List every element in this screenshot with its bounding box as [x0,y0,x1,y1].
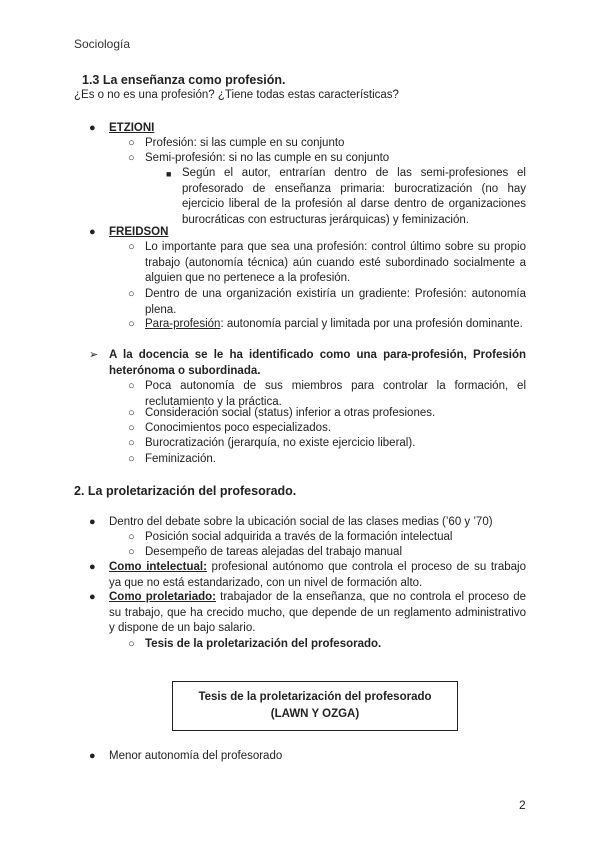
intelectual-term: Como intelectual: [109,561,207,573]
section-1-heading: 1.3 La enseñanza como profesión. [82,73,286,87]
freidson-item: Lo importante para que sea una profesión: control último sobre su propio trabajo (autonomía técnica) aún cuando esté subordinado socialmente a alguien que no pertenece a la profesión. [145,241,526,284]
etzioni-heading: ETZIONI [109,122,155,134]
circle-bullet-icon: ○ [128,152,135,164]
page-number: 2 [519,798,526,812]
freidson-item [145,317,526,333]
bullet-icon: ● [89,226,96,238]
bullet-icon: ● [89,750,96,762]
bullet-icon: ● [89,516,96,528]
para-profesion-term: Para-profesión [145,318,221,330]
circle-bullet-icon: ○ [128,380,135,392]
bullet-icon: ● [89,122,96,134]
proletariado-item [109,590,526,637]
tesis-box-title: Tesis de la proletarización del profesorado [198,691,432,703]
debate-subitem: Posición social adquirida a través de la formación intelectual [145,531,453,543]
circle-bullet-icon: ○ [128,288,135,300]
tesis-box [172,681,458,731]
circle-bullet-icon: ○ [128,437,135,449]
proletariado-term: Como proletariado: [109,591,217,603]
arrow-bullet-icon: ➢ [89,349,99,361]
autonomia-item: Menor autonomía del profesorado [109,750,283,762]
freidson-heading: FREIDSON [109,226,169,238]
circle-bullet-icon: ○ [128,137,135,149]
arrow-item: Feminización. [145,453,216,465]
intelectual-text: profesional autónomo que controla el proceso de su trabajo ya que no está estandarizado, con un nivel de formación alto. [109,561,527,589]
debate-subitem: Desempeño de tareas alejadas del trabajo manual [145,546,402,558]
arrow-item: Burocratización (jerarquía, no existe ejercicio liberal). [145,437,416,449]
section-1-question: ¿Es o no es una profesión? ¿Tiene todas estas características? [74,89,399,101]
freidson-item: Dentro de una organización existiría un gradiente: Profesión: autonomía plena. [145,288,526,316]
intelectual-item [109,560,526,591]
circle-bullet-icon: ○ [128,241,135,253]
bullet-icon: ● [89,591,96,603]
arrow-item: Conocimientos poco especializados. [145,422,332,434]
section-2-heading: 2. La proletarización del profesorado. [74,484,297,498]
arrow-item: Consideración social (status) inferior a otras profesiones. [145,407,436,419]
tesis-box-authors: (LAWN Y OZGA) [270,708,360,720]
tesis-subitem: Tesis de la proletarización del profesorado. [145,638,382,650]
circle-bullet-icon: ○ [128,407,135,419]
circle-bullet-icon: ○ [128,422,135,434]
bullet-icon: ● [89,561,96,573]
etzioni-item: Profesión: si las cumple en su conjunto [145,137,345,149]
para-profesion-text: : autonomía parcial y limitada por una profesión dominante. [220,318,523,330]
etzioni-item: Semi-profesión: si no las cumple en su conjunto [145,152,390,164]
etzioni-subnote: Según el autor, entrarían dentro de las semi-profesiones el profesorado de enseñanza primaria: burocratización (no hay ejercicio liberal de la profesión al darse dentro de organizaciones burocráticas con estructuras jerárquicas) y feminización. [182,167,526,226]
arrow-item: Poca autonomía de sus miembros para controlar la formación, el reclutamiento y la práctica. [145,380,526,408]
circle-bullet-icon: ○ [128,453,135,465]
circle-bullet-icon: ○ [128,318,135,330]
header-subject: Sociología [74,37,131,51]
square-bullet-icon: ■ [166,169,172,179]
circle-bullet-icon: ○ [128,546,135,558]
proletariado-text: trabajador de la enseñanza, que no controla el proceso de su trabajo, que ha crecido mucho, que depende de un reglamento administrativo y dispone de un bajo salario. [109,591,526,634]
para-profesion-statement: A la docencia se le ha identificado como una para-profesión, Profesión heterónoma o subordinada. [109,349,526,377]
circle-bullet-icon: ○ [128,531,135,543]
debate-item: Dentro del debate sobre la ubicación social de las clases medias (’60 y ’70) [109,516,493,528]
circle-bullet-icon: ○ [128,638,135,650]
